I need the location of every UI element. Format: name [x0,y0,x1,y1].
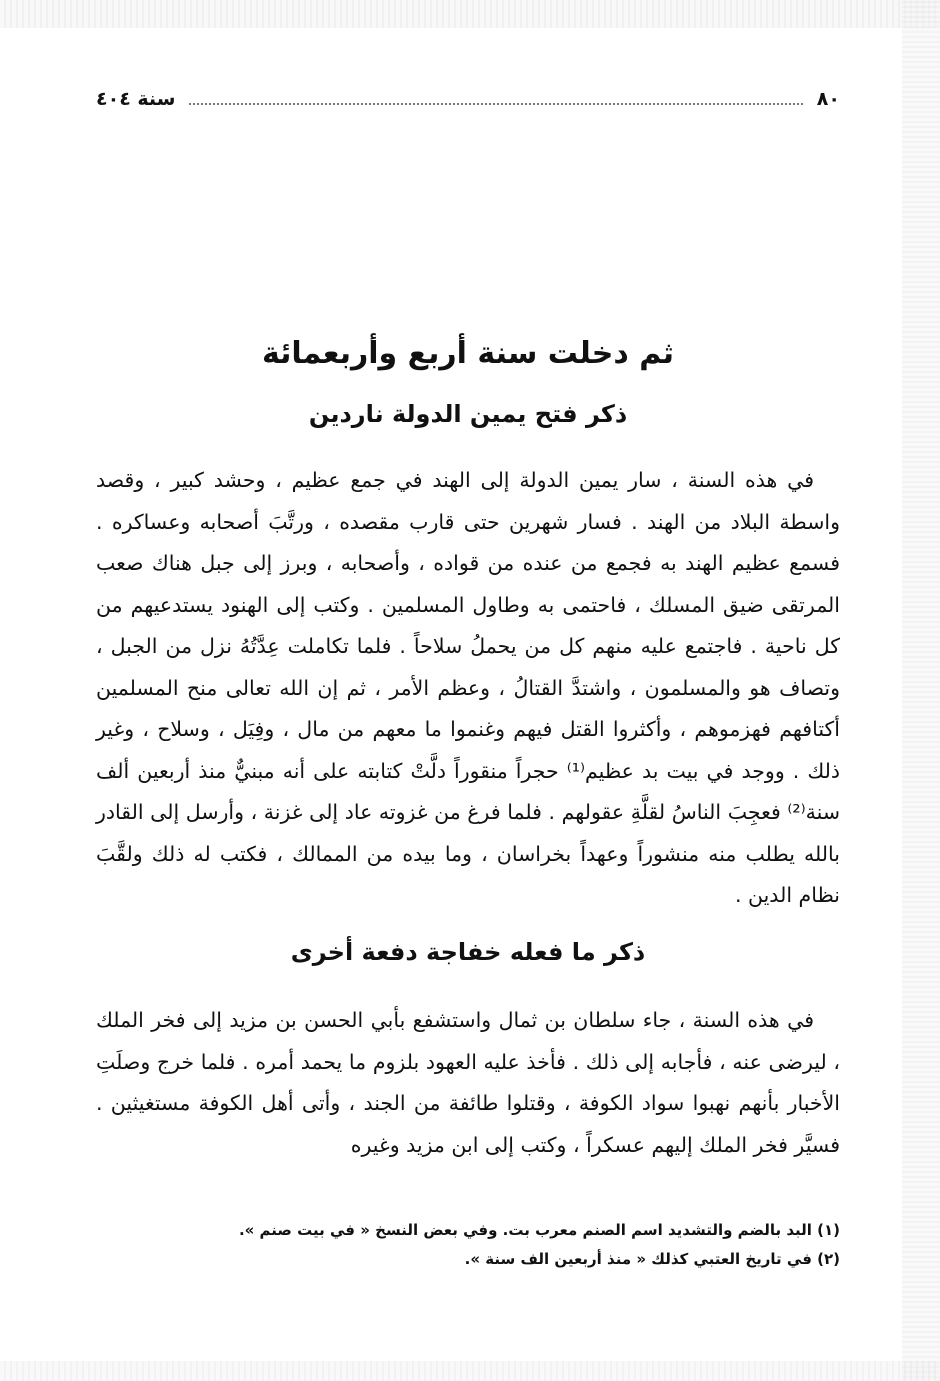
footnotes [96,1216,840,1274]
section-paragraph: في هذه السنة ، جاء سلطان بن ثمال واستشفع بأبي الحسن بن مزيد إلى فخر الملك ، ليرضى عنه ، فأجابه إلى ذلك . فأخذ عليه العهود بلزوم ما يحمد أمره . فلما خرج وصلَتِ الأخبار بأنهم نهبوا سواد الكوفة ، وقتلوا طائفة من الجند ، وأتى أهل الكوفة مستغيثين . فسيَّر فخر الملك إليهم عسكراً ، وكتب إلى ابن مزيد وغيره [96,1008,840,1157]
scan-edge-right [902,0,940,1381]
footnote: (٢) في تاريخ العتبي كذلك « منذ أربعين الف سنة ». [464,1250,840,1268]
page-number: ٨٠ [816,88,840,110]
book-page [96,0,840,1381]
header-dotted-leader [189,103,802,105]
section-heading: ذكر فتح يمين الدولة ناردين [308,400,628,428]
year-heading: ثم دخلت سنة أربع وأربعمائة [261,336,675,371]
running-header [96,84,840,114]
section-paragraph: في هذه السنة ، سار يمين الدولة إلى الهند في جمع عظيم ، وحشد كبير ، وقصد واسطة البلاد من الهند . فسار شهرين حتى قارب مقصده ، ورتَّبَ أصحابه وعساكره . فسمع عظيم الهند به فجمع من عنده من قواده ، وأصحابه ، وبرز إلى جبل هناك صعب المرتقى ضيق المسلك ، فاحتمى به وطاول المسلمين . وكتب إلى الهنود يستدعيهم من كل ناحية . فاجتمع عليه منهم كل من يحملُ سلاحاً . فلما تكاملت عِدَّتُهُ نزل من الجبل ، وتصاف هو والمسلمون ، واشتدَّ القتالُ ، وعظم الأمر ، ثم إن الله تعالى منح المسلمين أكتافهم فهزموهم ، وأكثروا القتل فيهم وغنموا ما معهم من مال ، وفِيَل ، وسلاح ، وغير ذلك . ووجد في بيت بد عظيم⁽¹⁾ حجراً منقوراً دلَّتْ كتابته على أنه مبنيٌّ منذ أربعين ألف سنة⁽²⁾ فعجِبَ الناسُ لقلَّةِ عقولهم . فلما فرغ من غزوته عاد إلى غزنة ، وأرسل إلى القادر بالله يطلب منه منشوراً وعهداً بخراسان ، وما بيده من الممالك ، فكتب له ذلك ولقَّبَ نظام الدين . [96,468,840,907]
footnote: (١) البد بالضم والتشديد اسم الصنم معرب بت. وفي بعض النسخ « في بيت صنم ». [238,1221,840,1239]
running-title: سنة ٤٠٤ [96,88,176,110]
section-heading: ذكر ما فعله خفاجة دفعة أخرى [290,938,646,966]
